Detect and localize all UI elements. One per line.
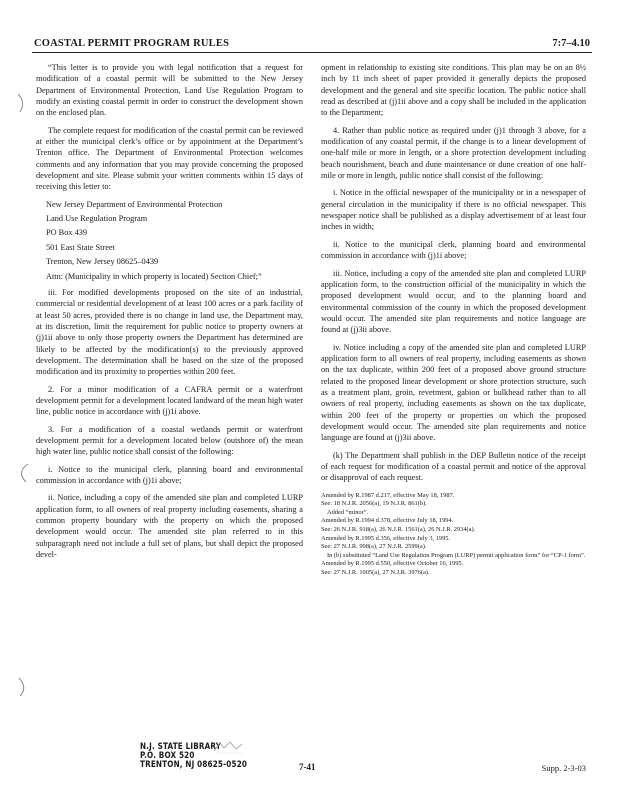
address-line: PO Box 439: [46, 228, 88, 238]
history-line: See: 27 N.J.R. 1005(a), 27 N.J.R. 3976(a).: [321, 569, 430, 577]
left-column: [36, 62, 303, 566]
address-line: New Jersey Department of Environmental Protection: [46, 199, 223, 209]
paragraph: ii. Notice, including a copy of the amended site plan and completed LURP application form, to all owners of real property including easements, sharing a common property boundary with the property on which the proposed development would occur. The amended site plan referred to in this subparagraph need not include a full set of plans, but shall depict the proposed devel-: [36, 493, 303, 560]
history-line: Amended by R.1994 d.378, effective July 18, 1994.: [321, 517, 454, 525]
history-line: See: 18 N.J.R. 2056(a), 19 N.J.R. 861(b).: [321, 500, 427, 508]
address-line: Attn: (Municipality in which property is located) Section Chief;”: [46, 271, 262, 281]
page-number: 7-41: [299, 762, 316, 772]
history-line: Amended by R.1995 d.550, effective October 16, 1995.: [321, 560, 464, 568]
history-line: Amended by R.1995 d.356, effective July 3, 1995.: [321, 534, 451, 542]
address-line: 501 East State Street: [46, 242, 115, 252]
paragraph: (k) The Department shall publish in the DEP Bulletin notice of the receipt of each request for modification of a coastal permit and notice of the approval or disapproval of each request.: [321, 450, 586, 483]
paragraph: iii. For modified developments proposed on the site of an industrial, commercial or residential development of at least 100 acres or a park facility of at least 50 acres, provided there is no change in land use, the Department may, at its discretion, limit the requirement for public notice to property owners at (j)1ii above to only those property owners the Department has determined are likely to be affected by the modification(s) to the previously approved development. The determination shall be based on the size of the proposed modification and its proximity to properties within 200 feet.: [36, 287, 303, 377]
history-line: See: 27 N.J.R. 998(a), 27 N.J.R. 2599(a).: [321, 543, 427, 551]
paragraph: 3. For a modification of a coastal wetlands permit or waterfront development permit for a development located below (outshore of) the mean high water line, public notice shall consist of the following:: [36, 424, 303, 457]
stamp-seal-icon: [212, 739, 246, 755]
paragraph: i. Notice in the official newspaper of the municipality or in a newspaper of general circulation in the municipality if there is no official newspaper. This newspaper notice shall be published as a display advertisement of at least four inches in width;: [321, 188, 586, 232]
paragraph: opment in relationship to existing site conditions. This plan may be on an 8½ inch by 11 inch sheet of paper provided it generally depicts the proposed development and the general and site specific location. The public notice shall read as described at (j)1ii above and a copy shall be included in the application to the Department;: [321, 63, 586, 118]
history-line: Added “minor”.: [327, 508, 369, 516]
history-line: In (b) substituted “Land Use Regulation Program (LURP) permit application form” for “CP-1 form”.: [327, 551, 586, 559]
paragraph: 2. For a minor modification of a CAFRA permit or a waterfront development permit for a development located landward of the mean high water line, public notice in accordance with (j)1i above.: [36, 384, 303, 417]
supplement-date: Supp. 2-3-03: [541, 763, 586, 773]
header-rule: [32, 52, 592, 53]
address-line: Land Use Regulation Program: [46, 214, 148, 224]
paragraph: iii. Notice, including a copy of the amended site plan and completed LURP application form, to the construction official of the municipality in which the proposed development would occur, and to the planning board and environmental commission of the county in which the proposed development would occur. The amended site plan requirements and notice language are found at (j)3ii above.: [321, 268, 586, 335]
paragraph: 4. Rather than public notice as required under (j)1 through 3 above, for a modification of any coastal permit, if the change is to a linear development of one-half mile or more in length, or a shore protection development including beach nourishment, beach and dune maintenance or dune creation of one half-mile or more in length, public notice shall consist of the following:: [321, 125, 586, 181]
scan-margin-mark: [14, 676, 32, 698]
history-line: Amended by R.1987 d.217, effective May 18, 1987.: [321, 491, 455, 499]
address-line: Trenton, New Jersey 08625–0439: [46, 257, 159, 267]
paragraph: “This letter is to provide you with legal notification that a request for modification of a coastal permit will be submitted to the New Jersey Department of Environmental Protection, Land Use Regulation Program to modify an existing coastal permit in order to construct the development shown on the enclosed plan.: [36, 63, 303, 118]
paragraph: The complete request for modification of the coastal permit can be reviewed at either the municipal clerk’s office or by appointment at the Department’s Trenton office. The Department of Environmental Protection welcomes comments and any information that you may provide concerning the proposed development and site. Please submit your written comments within 15 days of receiving this letter to:: [36, 125, 303, 192]
running-header-section: 7:7–4.10: [552, 38, 590, 49]
right-column: [321, 62, 586, 578]
stamp-line: P.O. BOX 520: [140, 751, 195, 761]
amendment-history: [321, 492, 586, 578]
history-line: See: 26 N.J.R. 918(a), 26 N.J.R. 1561(a), 26 N.J.R. 2934(a).: [321, 526, 476, 534]
stamp-line: N.J. STATE LIBRARY: [140, 742, 222, 752]
running-header-title: COASTAL PERMIT PROGRAM RULES: [34, 38, 230, 49]
scan-margin-mark: [14, 92, 32, 114]
mailing-address: [46, 199, 303, 282]
paragraph: ii. Notice to the municipal clerk, planning board and environmental commission in accordance with (j)1i above;: [321, 239, 586, 261]
stamp-line: TRENTON, NJ 08625-0520: [140, 760, 248, 770]
scan-margin-mark: [14, 462, 32, 484]
paragraph: iv. Notice including a copy of the amended site plan and completed LURP application form to all owners of real property, including easements as shown on the tax duplicate, within 200 feet of a proposed above ground structure related to the proposed linear development or shore protection structure, such as a treatment plant, groin, revetment, gabion or bulkhead rather than to all owners of real property, including easements as shown on the tax duplicate, within 200 feet of the property or properties on which the proposed development would occur. The amended site plan requirements and notice language are found at (j)3ii above.: [321, 342, 586, 443]
paragraph: i. Notice to the municipal clerk, planning board and environmental commission in accordance with (j)1i above;: [36, 464, 303, 485]
